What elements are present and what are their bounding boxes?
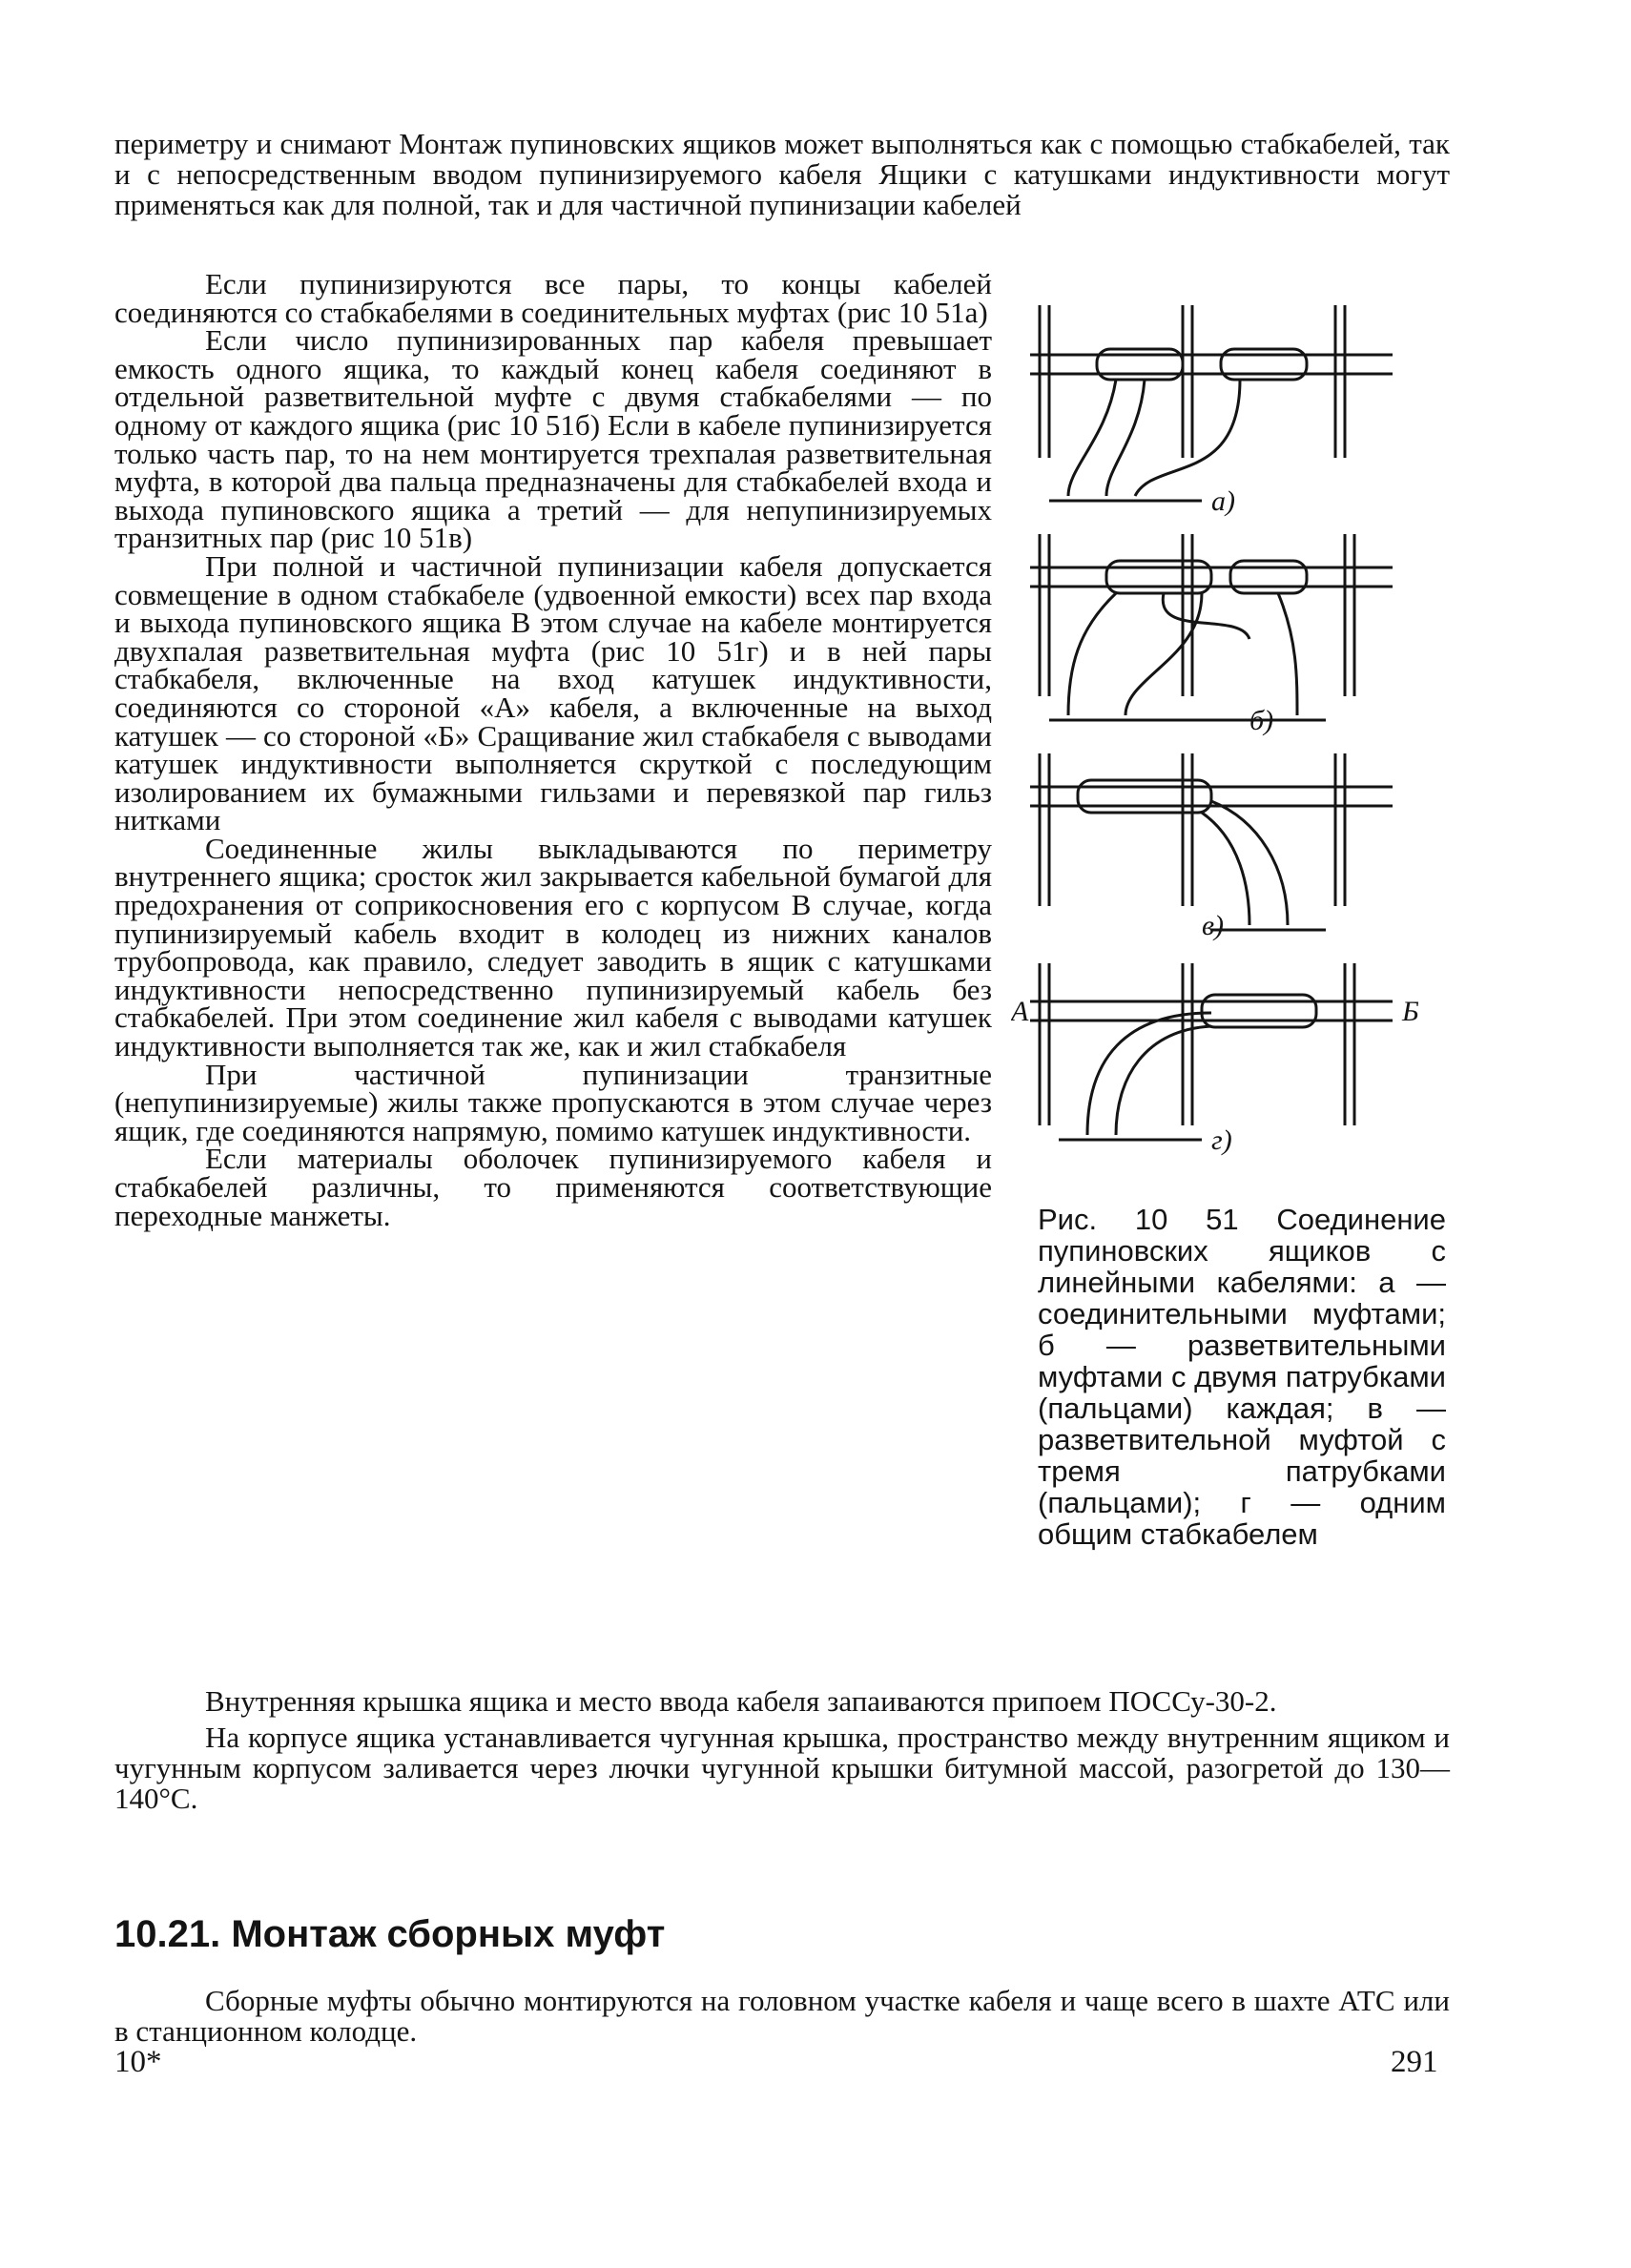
- diagram-v: [1030, 753, 1393, 930]
- paragraph: Если материалы оболочек пупинизируемого кабеля и стабкабелей различны, то применяются соответствующие переходные манжеты.: [114, 1142, 992, 1232]
- section-text: [114, 1986, 1450, 2047]
- label-g: г): [1211, 1124, 1232, 1156]
- figure-10-51: [1011, 296, 1450, 1173]
- paragraph: Внутренняя крышка ящика и место ввода кабеля запаиваются припоем ПОССу-30-2.: [205, 1684, 1277, 1718]
- label-a: а): [1211, 485, 1235, 517]
- label-side-a: А: [1011, 996, 1029, 1027]
- label-side-b: Б: [1402, 996, 1419, 1027]
- paragraph: На корпусе ящика устанавливается чугунная крышка, пространство между внутренним ящиком и чугунным корпусом заливается через лючки чугунной крышки битумной массой, разогретой до 130— 140°С.: [114, 1721, 1450, 1815]
- section-heading: 10.21. Монтаж сборных муфт: [114, 1913, 666, 1955]
- diagram-b: [1030, 534, 1393, 720]
- paragraph: Сборные муфты обычно монтируются на головном участке кабеля и чаще всего в шахте АТС или в станционном колодце.: [114, 1984, 1450, 2048]
- paragraph: Если пупинизируются все пары, то концы кабелей соединяются со стабкабелями в соединительных муфтах (рис 10 51а): [114, 267, 992, 329]
- diagram-g: [1030, 963, 1393, 1140]
- page-number: 291: [1391, 2045, 1438, 2079]
- diagram-a: [1030, 305, 1393, 501]
- paragraph: Соединенные жилы выкладываются по периметру внутреннего ящика; сросток жил закрывается кабельной бумагой для предохранения от соприкосновения его с корпусом В случае, когда пупинизируемый кабель входит в колодец из нижних каналов трубопровода, как правило, следует заводить в ящик с катушками индуктивности непосредственно пупинизируемый кабель без стабкабелей. При этом соединение жил кабеля с выводами катушек индуктивности выполняется так же, как и жил стабкабеля: [114, 831, 992, 1063]
- bottom-text: [114, 1686, 1450, 1814]
- paragraph: Если число пупинизированных пар кабеля превышает емкость одного ящика, то каждый конец кабеля соединяют в отдельной разветвительной муфте с двумя стабкабелями — по одному от каждого ящика (рис 10 51б) Если в кабеле пупинизируется только часть пар, то на нем монтируется трехпалая разветвительная муфта, в которой два пальца предназначены для стабкабелей входа и выхода пупиновского ящика а третий — для непупинизируемых транзитных пар (рис 10 51в): [114, 323, 992, 555]
- paragraph: При полной и частичной пупинизации кабеля допускается совмещение в одном стабкабеле (удвоенной емкости) всех пар входа и выхода пупиновского ящика В этом случае на кабеле монтируется двухпалая разветвительная муфта (рис 10 51г) и в ней пары стабкабеля, включенные на вход катушек индуктивности, соединяются со стороной «А» кабеля, а включенные на выход катушек — со стороной «Б» Сращивание жил стабкабеля с выводами катушек индуктивности выполняется скруткой с последующим изолированием их бумажными гильзами и перевязкой пар гильз нитками: [114, 548, 992, 837]
- top-paragraph: периметру и снимают Монтаж пупиновских ящиков может выполняться как с помощью стабкабелей, так и с непосредственным вводом пупинизируемого кабеля Ящики с катушками индуктивности могут применяться как для полной, так и для частичной пупинизации кабелей: [114, 127, 1450, 221]
- signature-mark: 10*: [114, 2045, 162, 2079]
- label-v: в): [1202, 910, 1225, 941]
- paragraph: При частичной пупинизации транзитные (непупинизируемые) жилы также пропускаются в этом случае через ящик, где соединяются напрямую, помимо катушек индуктивности.: [114, 1057, 992, 1147]
- text-column: [114, 267, 992, 1232]
- label-b: б): [1249, 705, 1274, 736]
- figure-caption: Рис. 10 51 Соединение пупиновских ящиков с линейными кабелями: а — соединительными муфтами; б — разветвительными муфтами с двумя патрубками (пальцами) каждая; в — разветвительной муфтой с тремя патрубками (пальцами); г — одним общим стабкабелем: [1038, 1203, 1446, 1551]
